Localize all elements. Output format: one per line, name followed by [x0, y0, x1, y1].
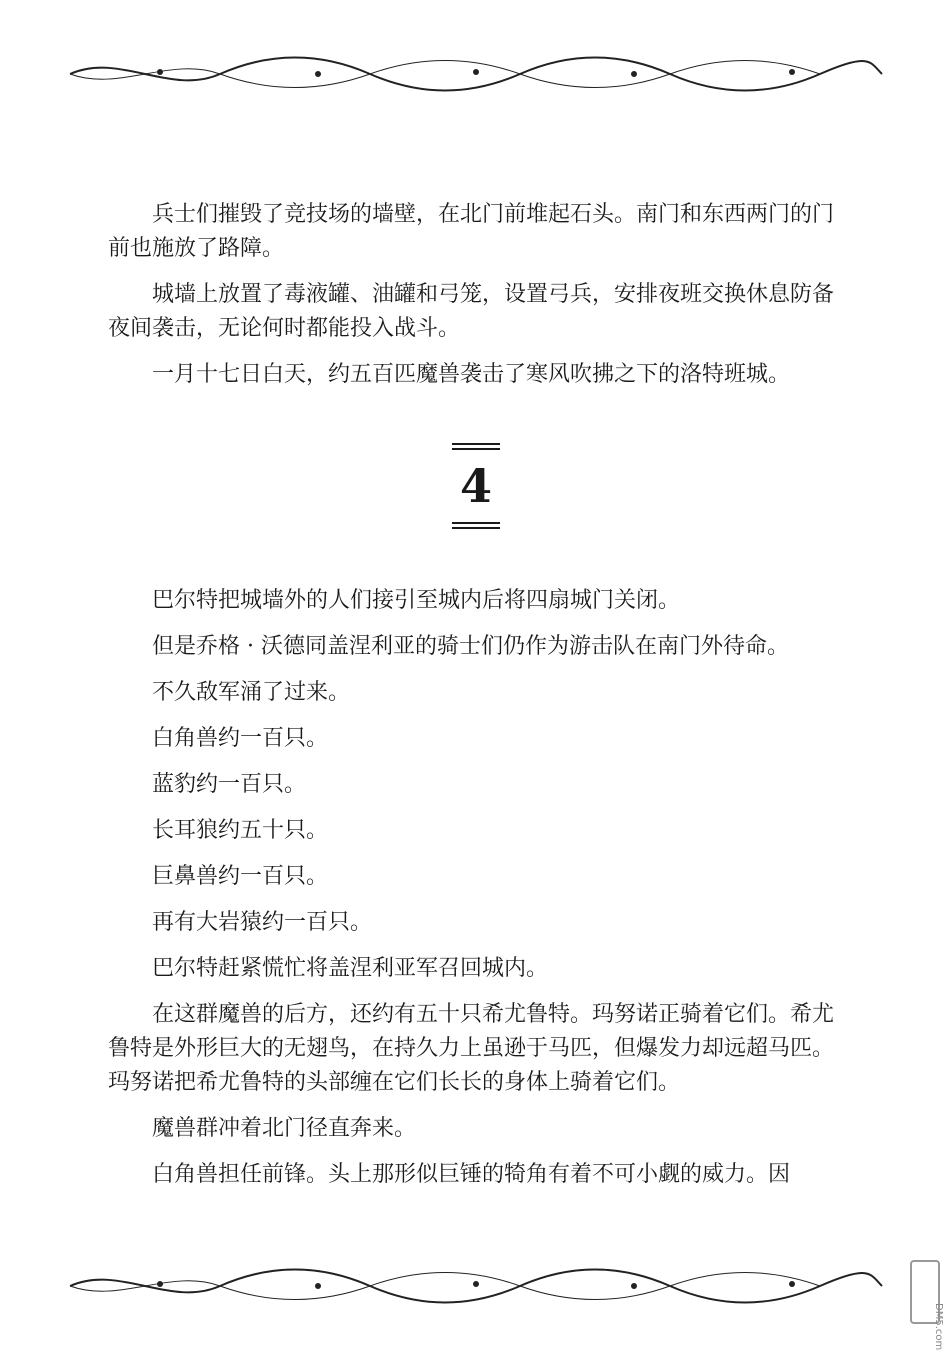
paragraph: 巴尔特把城墙外的人们接引至城内后将四扇城门关闭。 [152, 588, 681, 613]
chapter-rule-bottom [452, 522, 500, 524]
paragraph: 一月十七日白天，约五百匹魔兽袭击了寒风吹拂之下的洛特班城。 [152, 362, 791, 387]
paragraph: 城墙上放置了毒液罐、油罐和弓笼，设置弓兵，安排夜班交换休息防备夜间袭击，无论何时都能投入战斗。 [108, 282, 835, 341]
paragraph: 魔兽群冲着北门径直奔来。 [152, 1116, 417, 1141]
paragraph: 白角兽约一百只。 [152, 726, 329, 751]
chapter-rule-top [452, 448, 500, 450]
paragraph: 但是乔格 · 沃德同盖涅利亚的骑士们仍作为游击队在南门外待命。 [152, 634, 789, 659]
paragraph: 在这群魔兽的后方，还约有五十只希尤鲁特。玛努诺正骑着它们。希尤鲁特是外形巨大的无翅鸟，在持久力上虽逊于马匹，但爆发力却远超马匹。玛努诺把希尤鲁特的头部缠在它们长长的身体上骑着它们。 [108, 1002, 835, 1095]
paragraph: 长耳狼约五十只。 [152, 818, 329, 843]
paragraph: 兵士们摧毁了竞技场的墙壁，在北门前堆起石头。南门和东西两门的门前也施放了路障。 [108, 202, 835, 261]
text-block-before-chapter [108, 198, 848, 404]
paragraph: 巴尔特赶紧慌忙将盖涅利亚军召回城内。 [152, 956, 549, 981]
bottom-ornament-border [60, 1264, 892, 1308]
site-watermark [904, 1220, 944, 1350]
top-ornament-border [60, 52, 892, 96]
watermark-text: DM5.com [933, 1302, 944, 1350]
paragraph: 白角兽担任前锋。头上那形似巨锤的犄角有着不可小觑的威力。因 [152, 1162, 791, 1187]
paragraph: 再有大岩猿约一百只。 [152, 910, 373, 935]
chapter-rule-bottom [452, 527, 500, 529]
paragraph: 不久敌军涌了过来。 [152, 680, 351, 705]
chapter-number: 4 [459, 459, 492, 513]
chapter-heading [446, 440, 506, 528]
chapter-rule-top [452, 443, 500, 445]
paragraph: 巨鼻兽约一百只。 [152, 864, 329, 889]
text-block-after-chapter [108, 584, 848, 1204]
paragraph: 蓝豹约一百只。 [152, 772, 307, 797]
